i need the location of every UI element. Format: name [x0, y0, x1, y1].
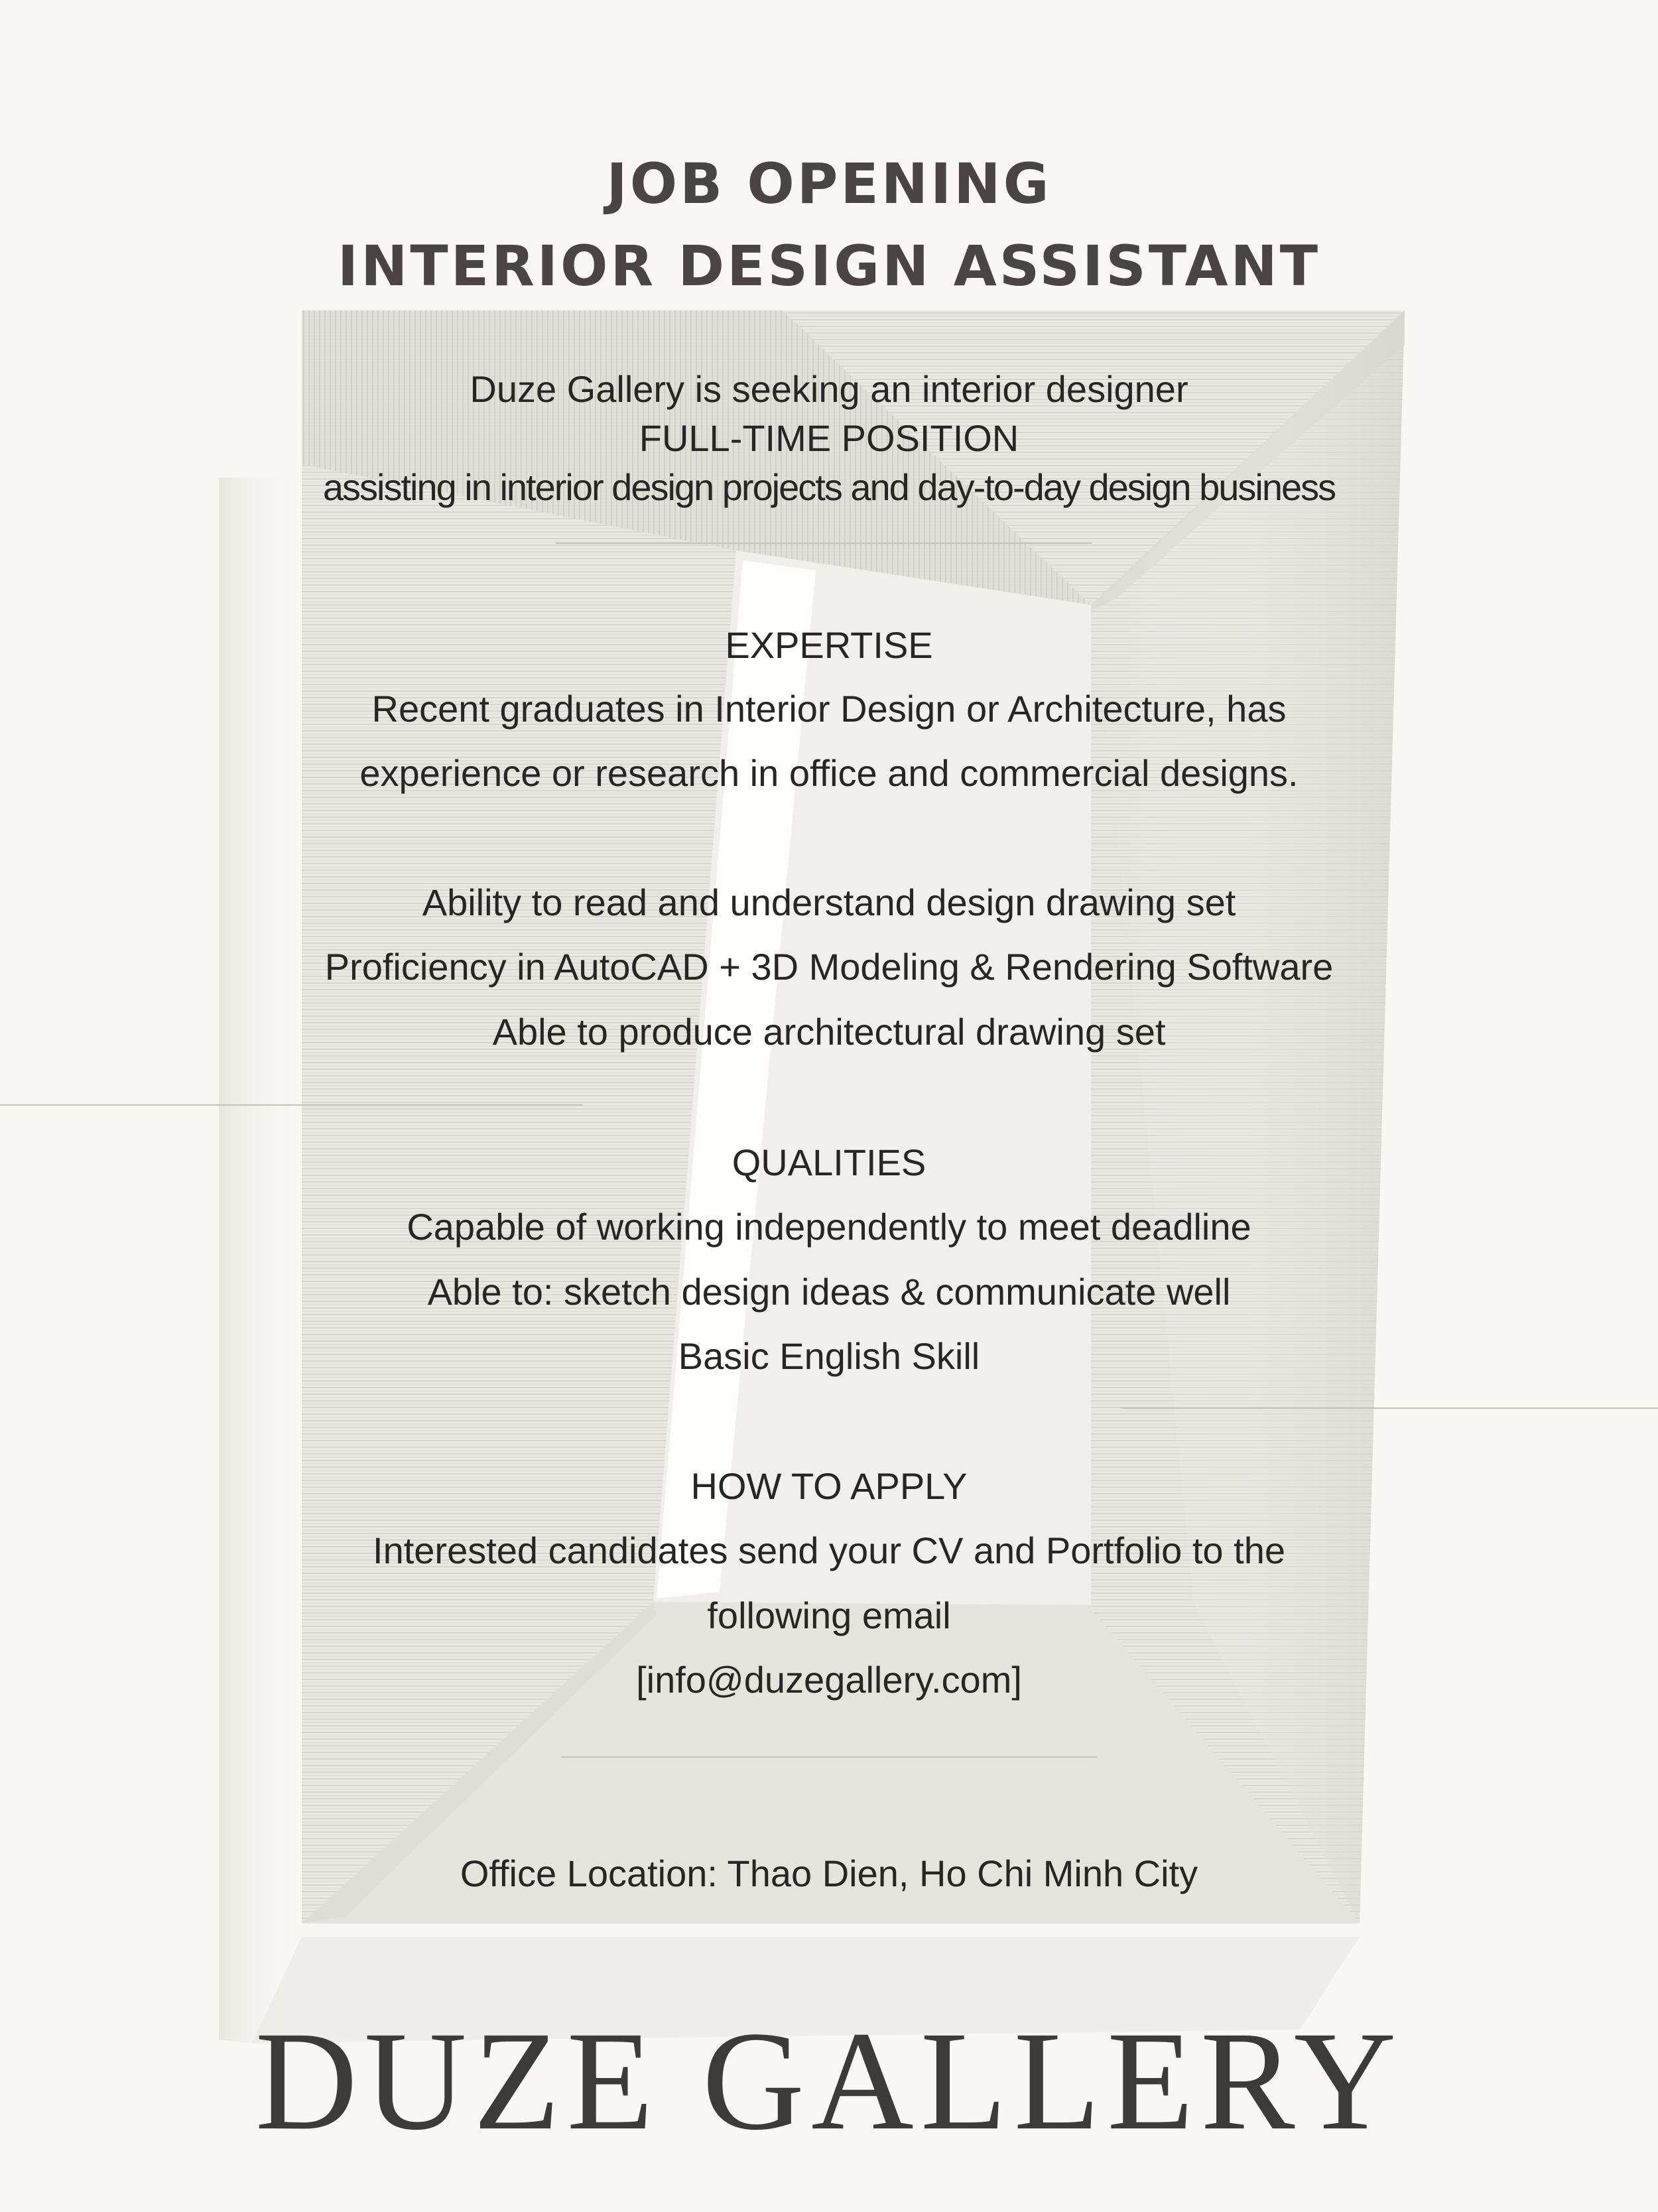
qualities-line: Able to: sketch design ideas & communicate well — [427, 1271, 1231, 1313]
brand-wordmark: DUZE GALLERY — [255, 2002, 1403, 2160]
office-location: Office Location: Thao Dien, Ho Chi Minh City — [460, 1853, 1198, 1894]
expertise-line: Recent graduates in Interior Design or Architecture, has — [371, 688, 1287, 730]
apply-heading: HOW TO APPLY — [690, 1465, 968, 1507]
qualities-heading: QUALITIES — [732, 1141, 926, 1183]
expertise-line: Ability to read and understand design drawing set — [422, 881, 1236, 923]
divider-bottom — [561, 1756, 1097, 1758]
expertise-line: Able to produce architectural drawing set — [492, 1011, 1166, 1053]
apply-line: Interested candidates send your CV and Portfolio to the — [373, 1529, 1285, 1571]
accent-line-left — [0, 1104, 582, 1106]
intro-position-type: FULL-TIME POSITION — [639, 417, 1019, 459]
expertise-line: Proficiency in AutoCAD + 3D Modeling & Rendering Software — [324, 946, 1334, 988]
qualities-line: Basic English Skill — [678, 1335, 980, 1377]
divider-top — [556, 543, 1092, 544]
intro-seeking: Duze Gallery is seeking an interior designer — [470, 368, 1188, 410]
intro-role-summary: assisting in interior design projects and day-to-day design business — [322, 466, 1336, 508]
expertise-heading: EXPERTISE — [725, 624, 933, 666]
apply-email: [info@duzegallery.com] — [636, 1659, 1022, 1701]
qualities-line: Capable of working independently to meet deadline — [407, 1206, 1251, 1248]
apply-line: following email — [707, 1594, 951, 1636]
expertise-line: experience or research in office and commercial designs. — [359, 752, 1299, 794]
job-opening-title: JOB OPENING — [606, 151, 1052, 216]
accent-line-right — [1121, 1407, 1658, 1409]
position-title: INTERIOR DESIGN ASSISTANT — [337, 233, 1321, 298]
